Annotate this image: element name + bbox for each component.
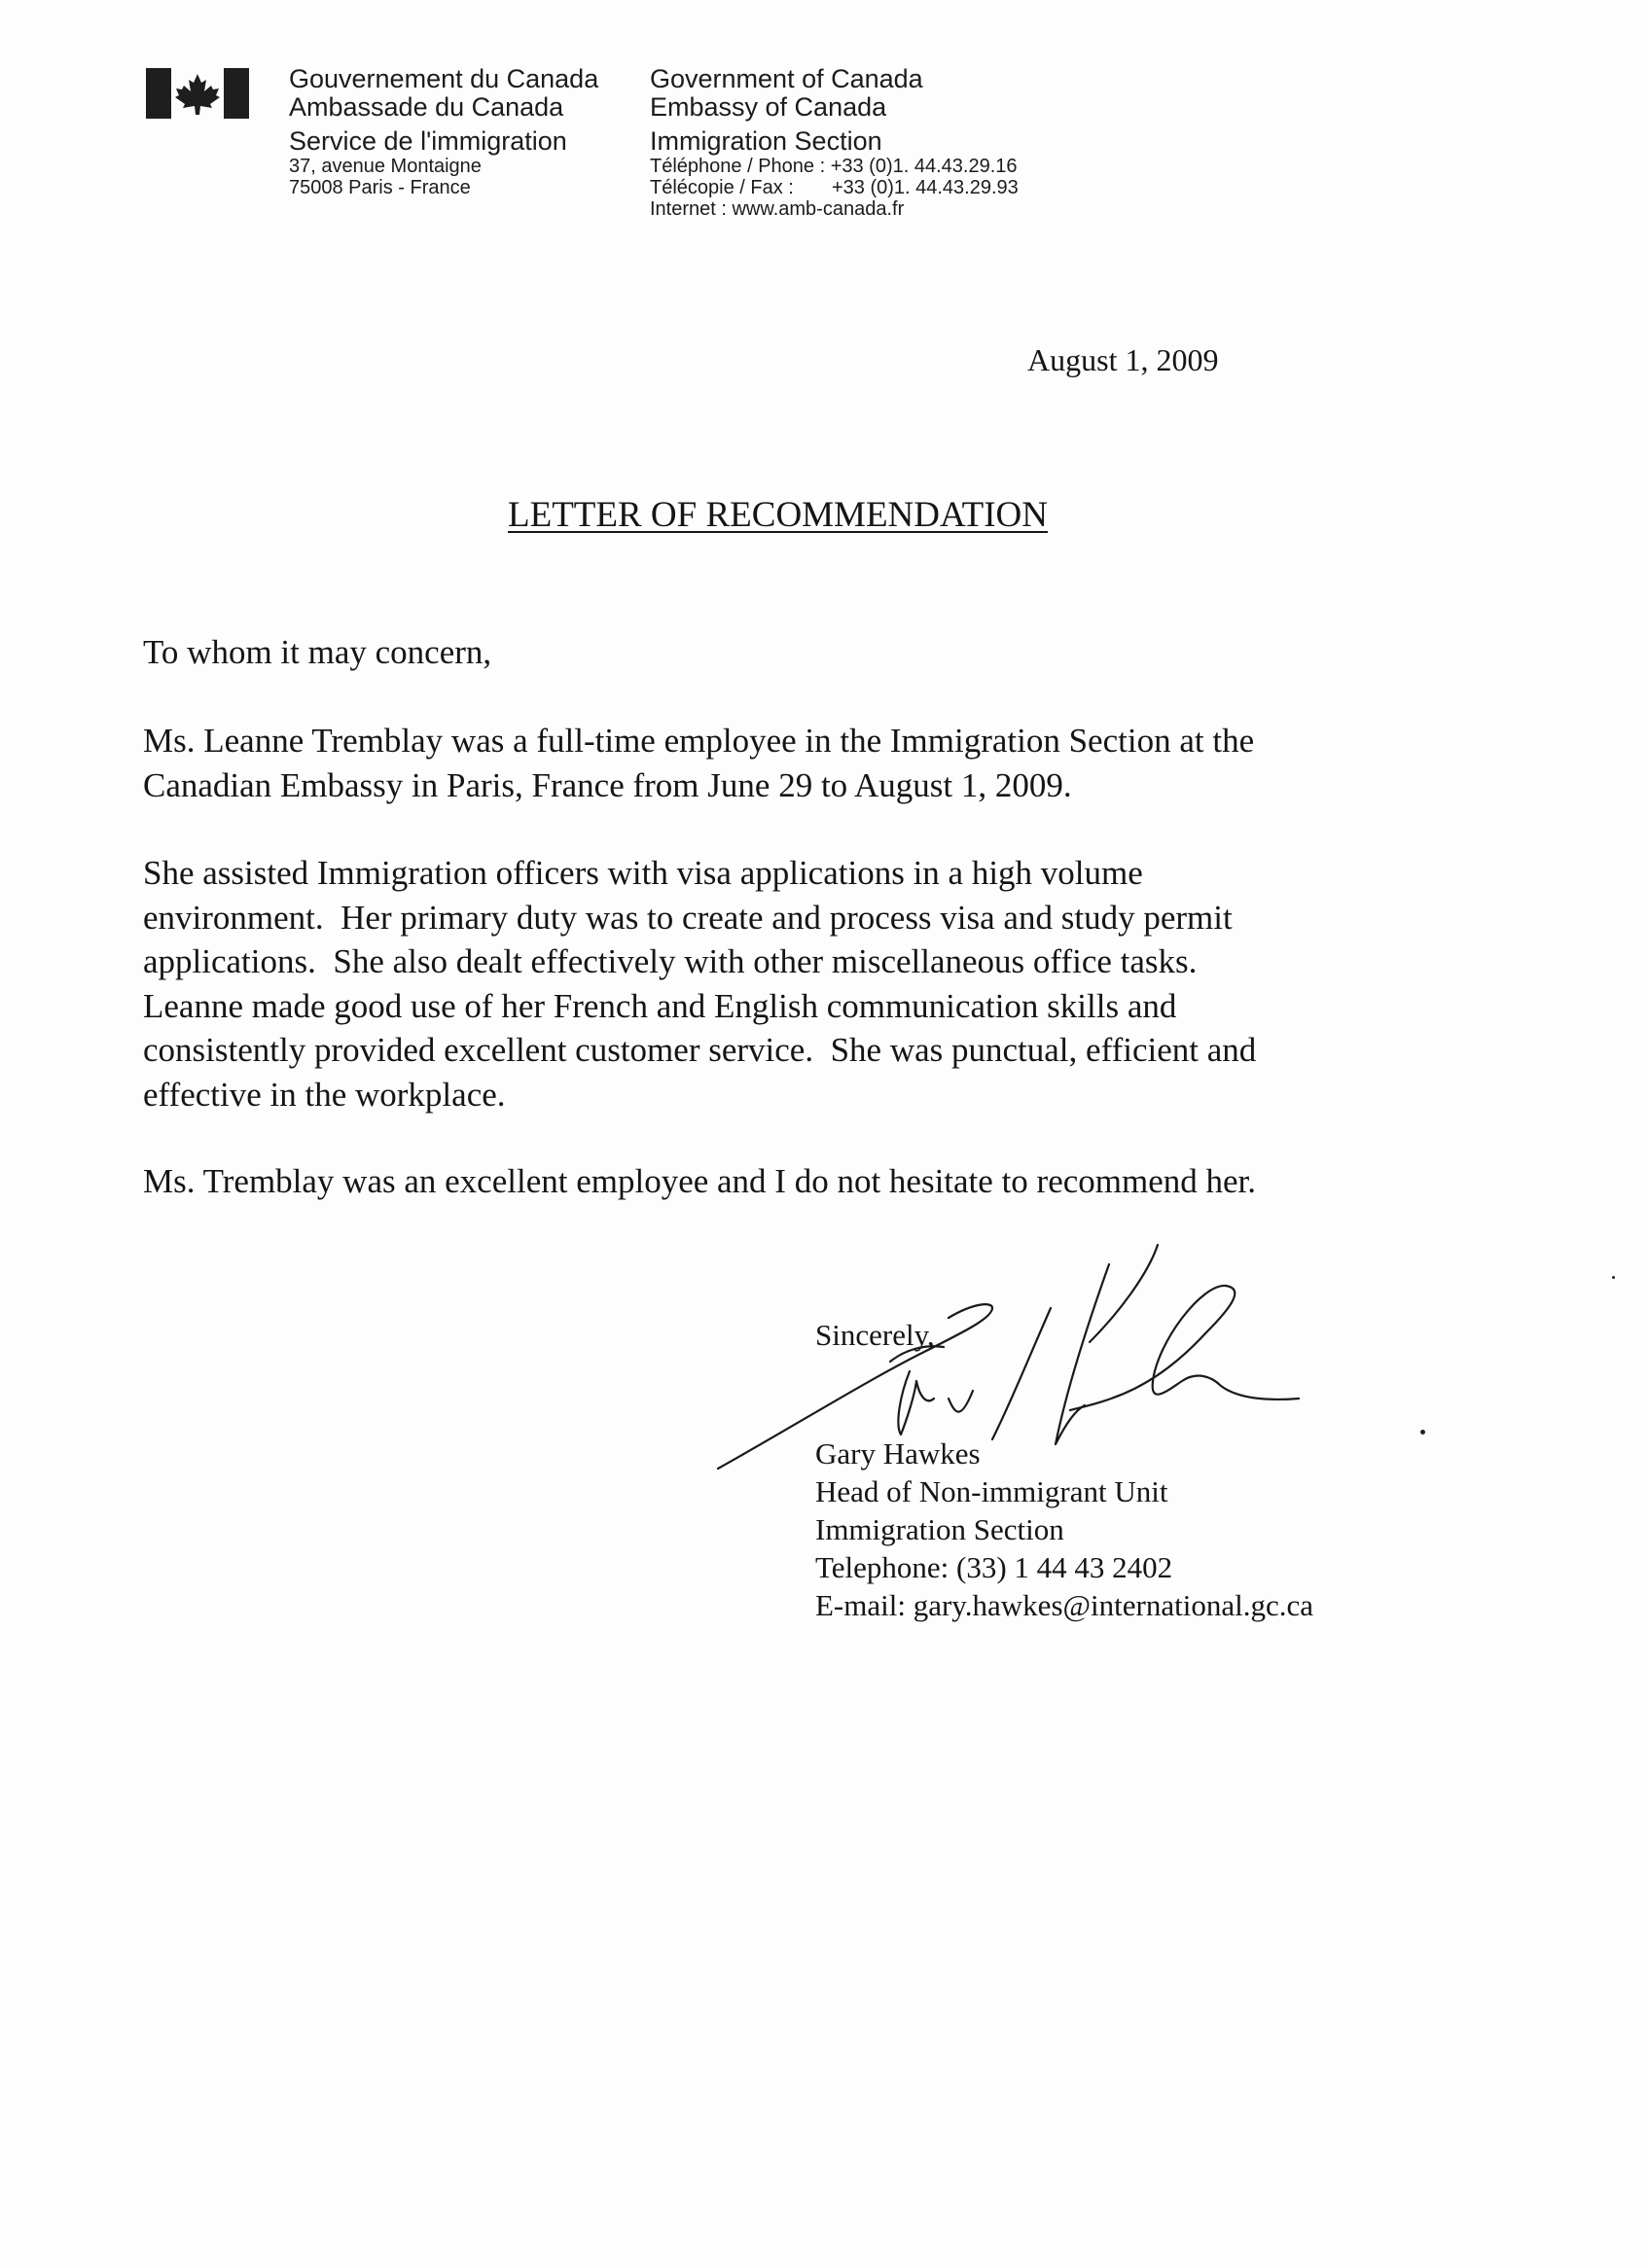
gov-name-en: Government of Canada — [650, 64, 923, 93]
paragraph-line: Canadian Embassy in Paris, France from June 29 to August 1, 2009. — [143, 765, 1072, 804]
header-french — [289, 65, 598, 198]
signer-role: Head of Non-immigrant Unit — [815, 1474, 1168, 1508]
paragraph-line: She assisted Immigration officers with visa applications in a high volume — [143, 854, 1143, 892]
phone-line — [650, 156, 1019, 177]
signature-block — [815, 1435, 1313, 1624]
address-line-1: 37, avenue Montaigne — [289, 156, 482, 177]
paragraph-3 — [143, 1159, 1408, 1204]
fax-label: Télécopie / Fax : — [650, 177, 794, 198]
section-name-en: Immigration Section — [650, 126, 882, 156]
letter-date: August 1, 2009 — [1027, 342, 1219, 377]
paragraph-line: applications. She also dealt effectively with other miscellaneous office tasks. — [143, 942, 1198, 980]
canada-flag-icon — [146, 68, 249, 119]
header-english — [650, 65, 1019, 220]
gov-name-fr: Gouvernement du Canada — [289, 64, 599, 93]
paragraph-line: Ms. Tremblay was an excellent employee and I do not hesitate to recommend her. — [143, 1162, 1257, 1200]
paragraph-line: Ms. Leanne Tremblay was a full-time employee in the Immigration Section at the — [143, 722, 1255, 760]
phone-label: Téléphone / Phone : — [650, 156, 826, 177]
paragraph-line: consistently provided excellent customer service. She was punctual, efficient and — [143, 1031, 1257, 1069]
signer-name: Gary Hawkes — [815, 1436, 981, 1471]
letter-title: LETTER OF RECOMMENDATION — [508, 495, 1048, 535]
fax-line — [650, 177, 1019, 198]
signer-section: Immigration Section — [815, 1512, 1064, 1546]
scan-speck — [1612, 1276, 1615, 1279]
section-name-fr: Service de l'immigration — [289, 126, 567, 156]
address-line-2: 75008 Paris - France — [289, 177, 471, 198]
paragraph-line: environment. Her primary duty was to create and process visa and study permit — [143, 898, 1233, 937]
salutation: To whom it may concern, — [143, 633, 492, 671]
signer-telephone: Telephone: (33) 1 44 43 2402 — [815, 1550, 1173, 1584]
embassy-name-fr: Ambassade du Canada — [289, 92, 564, 122]
scan-speck — [1420, 1430, 1425, 1435]
fax-value: +33 (0)1. 44.43.29.93 — [831, 177, 1019, 198]
phone-value: +33 (0)1. 44.43.29.16 — [830, 156, 1018, 177]
paragraph-line: Leanne made good use of her French and English communication skills and — [143, 986, 1177, 1025]
signer-email: E-mail: gary.hawkes@international.gc.ca — [815, 1588, 1313, 1622]
paragraph-line: effective in the workplace. — [143, 1075, 506, 1114]
paragraph-1 — [143, 719, 1408, 807]
closing: Sincerely, — [815, 1318, 935, 1352]
embassy-name-en: Embassy of Canada — [650, 92, 887, 122]
internet-line: Internet : www.amb-canada.fr — [650, 198, 905, 220]
paragraph-2 — [143, 851, 1408, 1116]
